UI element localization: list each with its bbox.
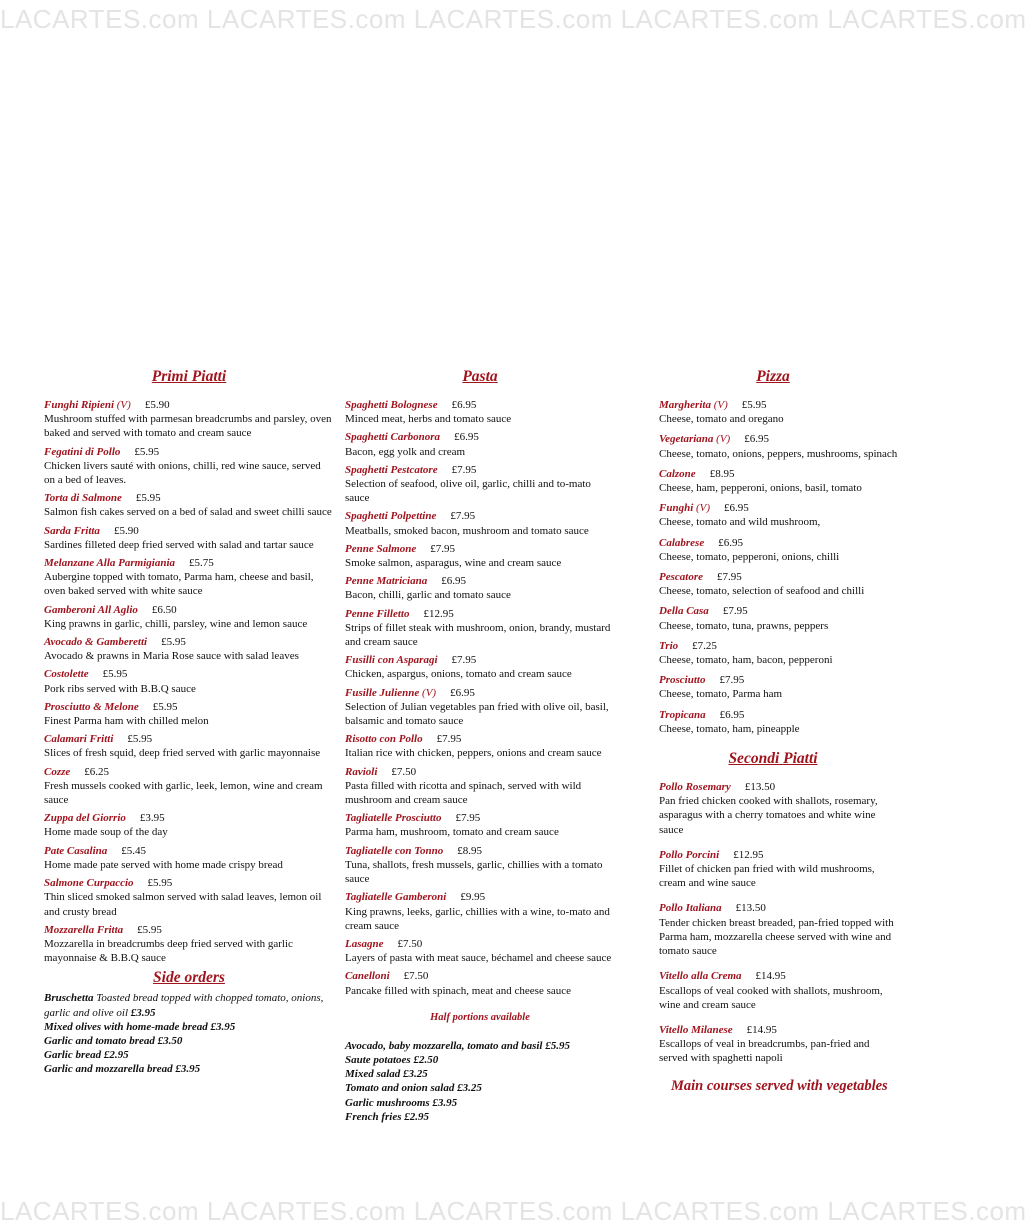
side-item: Garlic bread £2.95 — [44, 1049, 129, 1062]
menu-item-description: Cheese, tomato, selection of seafood and chilli — [659, 585, 865, 598]
menu-item — [659, 969, 899, 1012]
menu-item-name: Prosciutto — [659, 674, 706, 687]
menu-item-name: Vitello Milanese — [659, 1023, 733, 1036]
vegetarian-badge: (V) — [716, 433, 731, 446]
menu-item-price: £5.45 — [121, 844, 147, 857]
column-pizza — [659, 368, 899, 1095]
menu-item-description: Bacon, chilli, garlic and tomato sauce — [345, 589, 511, 602]
menu-item-description: Cheese, tomato, Parma ham — [659, 688, 783, 701]
menu-item-name: Calabrese — [659, 536, 705, 549]
menu-item — [345, 430, 615, 458]
menu-item-price: £7.95 — [719, 674, 745, 687]
menu-item-description: Minced meat, herbs and tomato sauce — [345, 413, 512, 426]
menu-item-price: £5.75 — [189, 557, 214, 570]
menu-item-description: Pasta filled with ricotta and spinach, served with wild mushroom and cream sauce — [345, 779, 582, 807]
menu-item-description: Mushroom stuffed with parmesan breadcrumbs and parsley, oven baked and served with tomato and cream sauce — [44, 413, 332, 440]
menu-item-name: Ravioli — [345, 765, 378, 778]
menu-item-header — [345, 765, 615, 779]
menu-item-description: King prawns, leeks, garlic, chillies with a wine, to-mato and cream sauce — [345, 905, 610, 932]
menu-item — [44, 923, 334, 966]
menu-item-description: Home made pate served with home made crispy bread — [44, 858, 283, 871]
vegetarian-badge: (V) — [696, 502, 711, 515]
menu-item-description: Salmon fish cakes served on a bed of salad and sweet chilli sauce — [44, 506, 332, 519]
menu-item-name: Penne Matriciana — [345, 575, 428, 588]
menu-item-description: King prawns in garlic, chilli, parsley, wine and lemon sauce — [44, 617, 308, 630]
menu-item — [659, 780, 899, 837]
menu-item-price: £5.95 — [135, 492, 161, 505]
menu-item-header — [44, 491, 334, 505]
menu-item-name: Pollo Italiana — [659, 902, 722, 915]
menu-item-name: Funghi Ripieni — [44, 399, 115, 411]
menu-item-header — [345, 937, 615, 951]
section-title-side-orders: Side orders — [153, 969, 225, 987]
menu-item — [345, 890, 615, 933]
side-bruschetta-name: Bruschetta — [44, 992, 94, 1005]
vegetarian-badge: (V) — [713, 399, 728, 411]
menu-item-price: £6.95 — [719, 708, 745, 721]
half-portions-note: Half portions available — [430, 1011, 530, 1023]
menu-item-name: Sarda Fritta — [44, 524, 100, 537]
menu-item-price: £13.50 — [735, 902, 766, 915]
menu-item — [659, 901, 899, 958]
menu-item-price: £5.95 — [741, 399, 767, 411]
menu-item-price: £6.95 — [454, 431, 479, 444]
menu-item-name: Mozzarella Fritta — [44, 923, 124, 936]
menu-item-name: Penne Filletto — [345, 607, 410, 620]
menu-item — [345, 574, 615, 602]
menu-item-description: Thin sliced smoked salmon served with salad leaves, lemon oil and crusty bread — [44, 891, 322, 918]
menu-item — [659, 570, 899, 598]
menu-item-header — [44, 524, 334, 538]
menu-item-price: £7.50 — [391, 765, 417, 778]
menu-item-description: Fillet of chicken pan fried with wild mushrooms, cream and wine sauce — [659, 863, 875, 890]
menu-item-header — [659, 673, 899, 687]
menu-item-price: £6.95 — [744, 433, 769, 446]
side-bruschetta-desc: Toasted bread topped with chopped tomato, onions, garlic and olive oil — [44, 992, 324, 1019]
side-bruschetta-price: £3.95 — [130, 1006, 156, 1019]
menu-item-name: Vitello alla Crema — [659, 970, 742, 983]
menu-item-name: Fusilli con Asparagi — [345, 654, 438, 667]
menu-item-header — [345, 844, 615, 858]
main-courses-note: Main courses served with vegetables — [671, 1077, 888, 1094]
menu-item-price: £12.95 — [423, 607, 454, 620]
menu-item-header — [44, 398, 334, 412]
extra-item: Avocado, baby mozzarella, tomato and basil £5.95 — [345, 1039, 570, 1052]
menu-item-price: £5.95 — [161, 636, 186, 649]
vegetarian-badge: (V) — [422, 686, 437, 699]
menu-item-price: £6.95 — [450, 686, 475, 699]
menu-item-header — [659, 536, 899, 550]
menu-item-name: Calamari Fritti — [44, 733, 114, 746]
menu-item-price: £5.95 — [127, 733, 153, 746]
menu-item-name: Spaghetti Bolognese — [345, 399, 438, 411]
menu-item — [345, 607, 615, 650]
menu-item-header — [345, 607, 615, 621]
menu-item-header — [659, 501, 899, 515]
section-title-pizza: Pizza — [756, 368, 790, 385]
menu-item — [44, 765, 334, 808]
menu-item-header — [44, 667, 334, 681]
menu-item-header — [44, 765, 334, 779]
menu-item-name: Trio — [659, 639, 679, 652]
menu-item — [345, 969, 615, 997]
menu-item — [44, 667, 334, 695]
menu-item-header — [345, 463, 615, 477]
menu-item-price: £14.95 — [755, 970, 786, 983]
menu-item-description: Selection of seafood, olive oil, garlic, chilli and to-mato sauce — [345, 478, 591, 505]
menu-item-name: Tagliatelle Prosciutto — [345, 812, 442, 825]
pasta-list — [345, 398, 615, 998]
menu-item-price: £7.95 — [451, 463, 477, 476]
menu-item-description: Chicken livers sauté with onions, chilli, red wine sauce, served on a bed of leaves. — [44, 459, 321, 487]
menu-item — [659, 848, 899, 891]
menu-item-description: Tuna, shallots, fresh mussels, garlic, chillies with a tomato sauce — [345, 858, 603, 886]
menu-item-price: £7.95 — [722, 605, 748, 618]
menu-item — [44, 603, 334, 631]
menu-item-price: £7.95 — [451, 654, 477, 667]
menu-item-price: £8.95 — [709, 467, 735, 480]
section-title-primi: Primi Piatti — [151, 368, 227, 385]
menu-item-header — [659, 901, 899, 915]
menu-item-description: Italian rice with chicken, peppers, onions and cream sauce — [345, 747, 602, 760]
menu-item — [345, 398, 615, 426]
menu-item-description: Smoke salmon, asparagus, wine and cream sauce — [345, 557, 562, 570]
menu-item — [345, 937, 615, 965]
menu-item — [44, 844, 334, 872]
menu-item — [345, 509, 615, 537]
menu-item-description: Cheese, tomato, ham, pineapple — [659, 722, 800, 735]
menu-item — [44, 445, 334, 488]
menu-item-name: Spaghetti Pestcatore — [345, 463, 438, 476]
menu-item — [659, 604, 899, 632]
menu-item-price: £5.95 — [152, 700, 178, 713]
menu-item — [44, 732, 334, 760]
menu-item-name: Pate Casalina — [44, 844, 108, 857]
menu-item-description: Aubergine topped with tomato, Parma ham, cheese and basil, oven baked served with white sauce — [44, 571, 314, 598]
menu-item-header — [44, 732, 334, 746]
menu-item-description: Pork ribs served with B.B.Q sauce — [44, 682, 196, 695]
menu-item-price: £14.95 — [746, 1023, 777, 1036]
menu-item-description: Escallops of veal in breadcrumbs, pan-fried and served with spaghetti napoli — [659, 1038, 870, 1065]
menu-item-price: £7.95 — [716, 571, 742, 584]
secondi-list — [659, 780, 899, 1065]
menu-item-price: £12.95 — [733, 848, 764, 861]
menu-item-header — [345, 890, 615, 904]
menu-item-description: Cheese, tomato and wild mushroom, — [659, 516, 821, 529]
menu-item-name: Funghi — [659, 502, 694, 515]
menu-item-price: £5.95 — [134, 445, 160, 458]
menu-item-description: Cheese, tomato, onions, peppers, mushrooms, spinach — [659, 447, 898, 460]
menu-item-description: Tender chicken breast breaded, pan-fried topped with Parma ham, mozzarella cheese served with wine and tomato sauce — [659, 916, 894, 958]
watermark-bottom: LACARTES.com LACARTES.com LACARTES.com LACARTES.com LACARTES.com — [0, 1196, 1027, 1226]
extra-item: Saute potatoes £2.50 — [345, 1053, 439, 1066]
menu-item-header — [345, 509, 615, 523]
menu-item — [659, 398, 899, 426]
menu-item-header — [659, 432, 899, 446]
menu-item-description: Sardines filleted deep fried served with salad and tartar sauce — [44, 538, 314, 551]
menu-item-description: Mozzarella in breadcrumbs deep fried served with garlic mayonnaise & B.B.Q sauce — [44, 937, 293, 965]
menu-item-name: Tagliatelle Gamberoni — [345, 891, 447, 904]
menu-item — [345, 811, 615, 839]
menu-item-name: Fegatini di Pollo — [44, 445, 121, 458]
menu-item-header — [345, 969, 615, 983]
menu-item-header — [659, 1023, 899, 1037]
menu-item-header — [659, 848, 899, 862]
menu-item-header — [44, 923, 334, 937]
watermark-top: LACARTES.com LACARTES.com LACARTES.com LACARTES.com LACARTES.com — [0, 4, 1027, 34]
extra-item: Garlic mushrooms £3.95 — [345, 1096, 458, 1109]
menu-item-price: £9.95 — [460, 891, 486, 904]
menu-item-name: Zuppa del Giorrio — [44, 812, 126, 825]
menu-item-header — [44, 844, 334, 858]
menu-item-header — [44, 700, 334, 714]
menu-item-description: Finest Parma ham with chilled melon — [44, 715, 209, 728]
menu-item — [345, 732, 615, 760]
section-title-pasta: Pasta — [462, 368, 498, 385]
primi-list — [44, 398, 334, 965]
menu-item — [659, 639, 899, 667]
menu-item-price: £6.95 — [451, 399, 477, 411]
pizza-list — [659, 398, 899, 736]
column-primi — [44, 368, 334, 1077]
menu-item — [345, 653, 615, 681]
menu-item-description: Layers of pasta with meat sauce, béchamel and cheese sauce — [345, 952, 612, 965]
menu-item-name: Pollo Rosemary — [659, 781, 731, 794]
side-item: Garlic and tomato bread £3.50 — [44, 1034, 183, 1047]
side-item: Mixed olives with home-made bread £3.95 — [44, 1020, 236, 1033]
menu-item-name: Tropicana — [659, 708, 706, 721]
menu-item-name: Spaghetti Polpettine — [345, 510, 437, 523]
menu-item — [44, 635, 334, 663]
menu-item-price: £6.50 — [151, 603, 177, 616]
menu-item-name: Torta di Salmone — [44, 492, 122, 505]
menu-item — [659, 1023, 899, 1066]
menu-item — [44, 811, 334, 839]
menu-item — [659, 432, 899, 460]
menu-item — [345, 542, 615, 570]
menu-item-name: Costolette — [44, 668, 89, 681]
menu-item-price: £6.95 — [718, 536, 743, 549]
menu-item-description: Cheese, tomato, pepperoni, onions, chilli — [659, 550, 840, 563]
menu-item-price: £7.95 — [430, 542, 455, 555]
menu-item-price: £5.95 — [102, 668, 128, 681]
menu-item — [44, 398, 334, 441]
menu-item-header — [659, 780, 899, 794]
menu-item — [659, 673, 899, 701]
menu-item-description: Chicken, aspargus, onions, tomato and cream sauce — [345, 668, 572, 681]
menu-item-name: Calzone — [659, 467, 696, 480]
menu-item-description: Cheese, tomato and oregano — [659, 413, 784, 426]
menu-item-header — [659, 604, 899, 618]
menu-item-name: Pescatore — [659, 571, 703, 584]
menu-item — [345, 463, 615, 506]
menu-item-description: Meatballs, smoked bacon, mushroom and tomato sauce — [345, 524, 589, 537]
menu-item-name: Margherita — [659, 399, 711, 411]
menu-item-header — [659, 467, 899, 481]
menu-item — [44, 876, 334, 919]
menu-item-name: Melanzane Alla Parmigiania — [44, 557, 176, 570]
menu-item-price: £5.90 — [144, 399, 170, 411]
menu-item-description: Pancake filled with spinach, meat and cheese sauce — [345, 984, 572, 997]
menu-item-description: Fresh mussels cooked with garlic, leek, lemon, wine and cream sauce — [44, 779, 323, 807]
menu-item-price: £5.95 — [147, 877, 173, 890]
vegetarian-badge: (V) — [116, 399, 131, 411]
menu-item-header — [345, 732, 615, 746]
menu-item-price: £3.95 — [139, 812, 165, 825]
menu-item — [659, 501, 899, 529]
menu-item-name: Canelloni — [345, 970, 390, 983]
extra-item: Tomato and onion salad £3.25 — [345, 1082, 482, 1095]
menu-item-header — [659, 639, 899, 653]
column-pasta — [345, 368, 615, 1124]
menu-item-name: Lasagne — [345, 937, 384, 950]
menu-item-price: £13.50 — [744, 781, 776, 794]
extra-item: French fries £2.95 — [345, 1110, 430, 1123]
menu-item-header — [659, 398, 899, 412]
menu-item — [44, 556, 334, 599]
menu-item-header — [44, 811, 334, 825]
extra-item: Mixed salad £3.25 — [345, 1068, 428, 1081]
menu-item-header — [345, 542, 615, 556]
menu-item-header — [659, 969, 899, 983]
menu-item-description: Cheese, tomato, tuna, prawns, peppers — [659, 619, 829, 632]
menu-item-name: Penne Salmone — [345, 542, 417, 555]
menu-item — [44, 524, 334, 552]
menu-item-header — [345, 686, 615, 700]
menu-item — [345, 765, 615, 808]
menu-item-price: £7.95 — [455, 812, 481, 825]
menu-item — [659, 708, 899, 736]
menu-item-price: £7.95 — [436, 733, 462, 746]
menu-item — [44, 700, 334, 728]
menu-item-price: £7.95 — [450, 510, 476, 523]
menu-item-name: Fusille Julienne — [345, 686, 420, 699]
menu-item-header — [44, 603, 334, 617]
menu-item-header — [44, 635, 334, 649]
menu-item-description: Cheese, ham, pepperoni, onions, basil, tomato — [659, 482, 862, 495]
menu-item-name: Avocado & Gamberetti — [44, 636, 148, 649]
menu-item-header — [345, 430, 615, 444]
menu-item-name: Risotto con Pollo — [345, 733, 423, 746]
side-item: Garlic and mozzarella bread £3.95 — [44, 1063, 201, 1076]
menu-item-name: Salmone Curpaccio — [44, 877, 134, 890]
menu-item-description: Bacon, egg yolk and cream — [345, 445, 466, 458]
menu-item-name: Pollo Porcini — [659, 848, 720, 861]
menu-item — [345, 844, 615, 887]
menu-item-price: £6.25 — [84, 765, 110, 778]
menu-item-header — [345, 574, 615, 588]
menu-item — [44, 491, 334, 519]
menu-item-price: £5.90 — [113, 524, 139, 537]
menu-item-price: £6.95 — [441, 575, 466, 588]
menu-item-description: Strips of fillet steak with mushroom, onion, brandy, mustard and cream sauce — [345, 621, 611, 649]
section-title-secondi: Secondi Piatti — [728, 750, 818, 768]
menu-item-price: £7.25 — [692, 639, 717, 652]
menu-item-description: Selection of Julian vegetables pan fried with olive oil, basil, balsamic and tomato sauce — [345, 700, 609, 728]
menu-item-header — [345, 653, 615, 667]
menu-item-header — [44, 556, 334, 570]
menu-item-name: Tagliatelle con Tonno — [345, 844, 444, 857]
menu-item-description: Pan fried chicken cooked with shallots, rosemary, asparagus with a cherry tomatoes and white wine sauce — [659, 795, 878, 836]
menu-item-name: Cozze — [44, 765, 71, 778]
menu-item-price: £7.50 — [403, 970, 429, 983]
menu-item-price: £8.95 — [457, 844, 482, 857]
menu-item — [345, 686, 615, 729]
menu-item-header — [659, 708, 899, 722]
menu-item-name: Della Casa — [659, 605, 709, 618]
menu-item-price: £7.50 — [397, 937, 423, 950]
menu-item-name: Prosciutto & Melone — [44, 700, 139, 713]
menu-item-description: Cheese, tomato, ham, bacon, pepperoni — [659, 654, 833, 667]
menu-item-description: Avocado & prawns in Maria Rose sauce with salad leaves — [44, 650, 299, 663]
menu-item-header — [659, 570, 899, 584]
menu-item-header — [44, 445, 334, 459]
menu-item — [659, 536, 899, 564]
menu-item-description: Home made soup of the day — [44, 826, 168, 839]
menu-item-name: Gamberoni All Aglio — [44, 603, 138, 616]
menu-item-name: Spaghetti Carbonora — [345, 431, 441, 444]
menu-item — [659, 467, 899, 495]
menu-item-header — [345, 398, 615, 412]
menu-item-description: Parma ham, mushroom, tomato and cream sauce — [345, 826, 559, 839]
side-item-bruschetta — [44, 991, 334, 1019]
menu-item-header — [44, 876, 334, 890]
menu-item-price: £5.95 — [137, 923, 162, 936]
menu-item-name: Vegetariana — [659, 433, 714, 446]
menu-item-header — [345, 811, 615, 825]
menu-item-price: £6.95 — [724, 502, 749, 515]
menu-item-description: Slices of fresh squid, deep fried served with garlic mayonnaise — [44, 747, 321, 760]
menu-item-description: Escallops of veal cooked with shallots, mushroom, wine and cream sauce — [659, 984, 883, 1011]
